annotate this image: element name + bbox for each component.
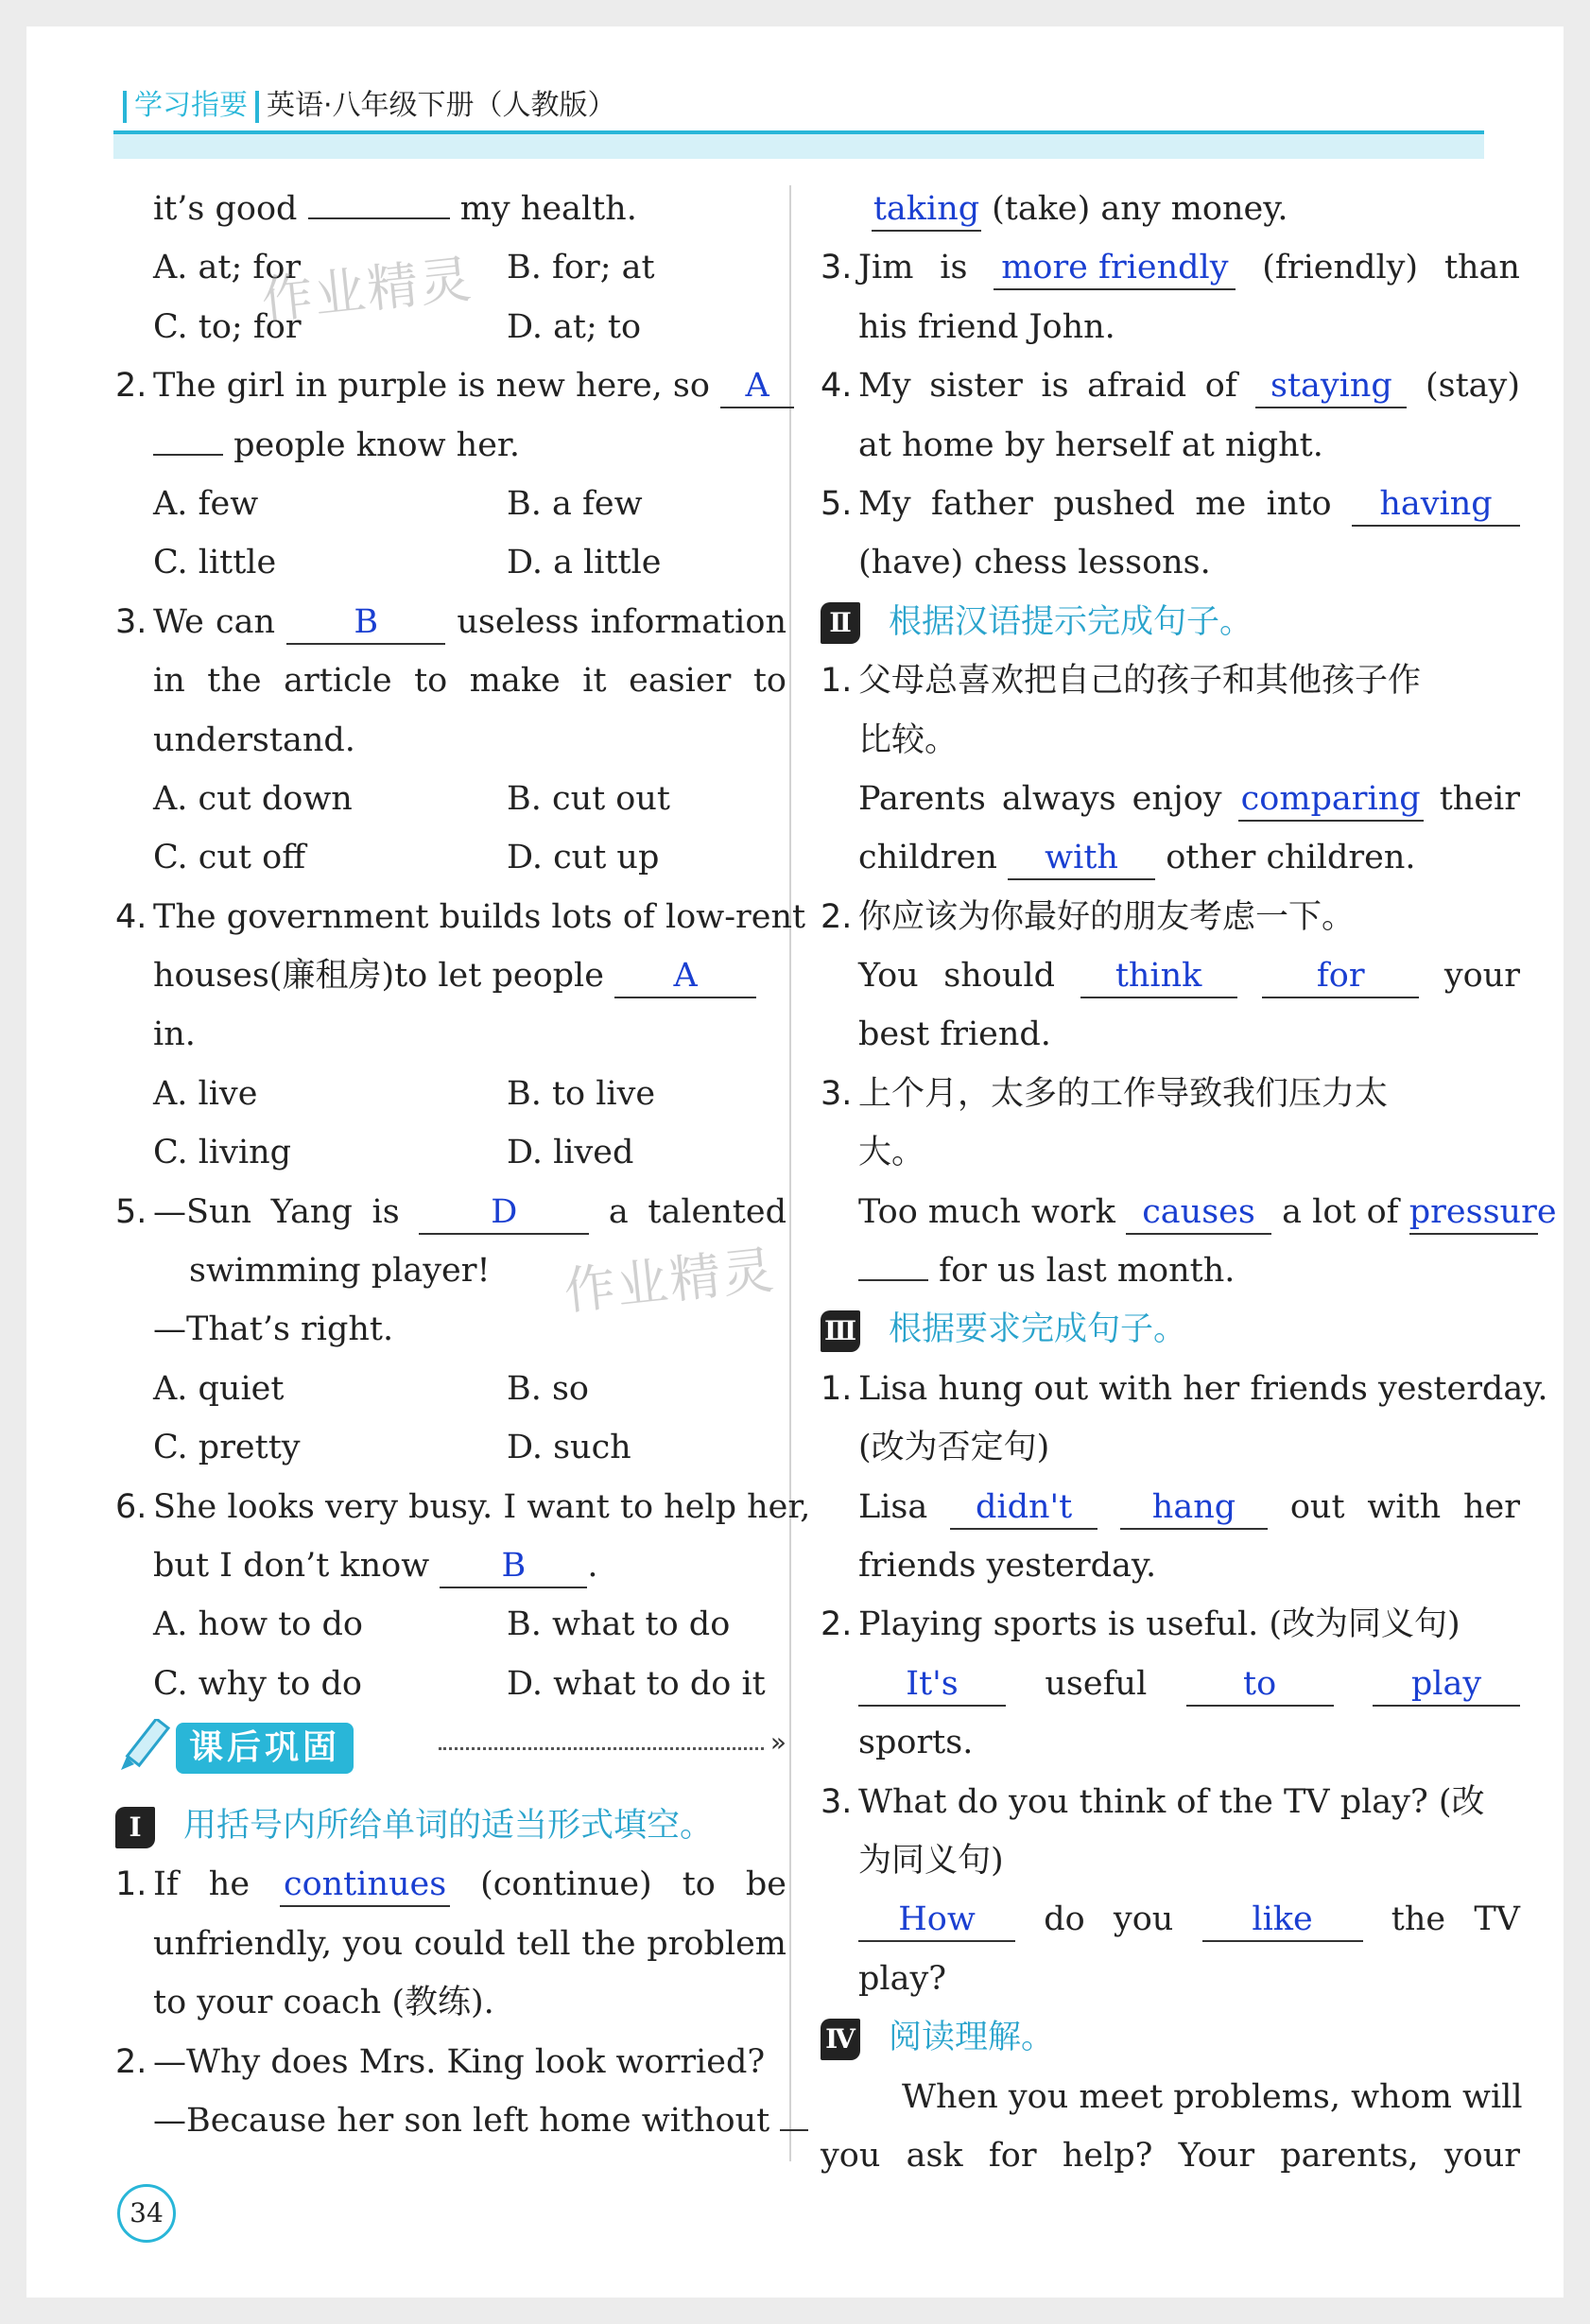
text: other children.: [1166, 839, 1416, 877]
left-column: [115, 180, 811, 1713]
answer[interactable]: for: [1262, 955, 1419, 998]
option-a[interactable]: A. how to do: [153, 1605, 363, 1644]
text: The girl in purple is new here, so: [153, 367, 710, 406]
section-3-heading: [821, 1300, 1520, 1359]
reading-line1: When you meet problems, whom will: [902, 2077, 1523, 2116]
answer[interactable]: didn't: [950, 1486, 1097, 1530]
f2-tail: [821, 180, 1520, 238]
blank[interactable]: [153, 416, 223, 456]
f5-line2: (have) chess lessons.: [858, 544, 1211, 582]
text: Jim is: [858, 249, 968, 287]
text: —Because her son left home without: [153, 2101, 770, 2140]
text: but I don’t know: [153, 1546, 430, 1585]
section-title: 根据要求完成句子。: [889, 1310, 1187, 1349]
answer[interactable]: to: [1186, 1663, 1334, 1707]
question-number: 4.: [821, 367, 853, 406]
q2-line1: [115, 356, 786, 415]
option-c[interactable]: C. to; for: [153, 307, 302, 346]
text: We can: [153, 602, 276, 641]
option-c[interactable]: C. why to do: [153, 1664, 362, 1703]
t1-en1: [821, 770, 1520, 828]
question-number: 3.: [821, 249, 853, 287]
column-divider: [789, 185, 791, 2161]
header-lead: 学习指要: [134, 89, 248, 122]
watermark: 作业精灵: [258, 249, 476, 331]
question-number: 3.: [821, 1074, 853, 1113]
t1-zh1: [821, 651, 1520, 710]
q5-options-cd: [115, 1418, 786, 1477]
q3-line3: understand.: [153, 720, 355, 759]
question-number: 1.: [821, 1369, 853, 1408]
roman-numeral-icon: Ⅲ: [821, 1310, 860, 1352]
r3-line2: 为同义句): [858, 1841, 1004, 1880]
f1-line3: to your coach (教练).: [153, 1984, 494, 2022]
section-2-heading: [821, 593, 1520, 651]
q3-line1: [115, 593, 786, 651]
answer[interactable]: continues: [280, 1864, 450, 1907]
answer[interactable]: How: [858, 1899, 1015, 1942]
header-band: [113, 134, 1484, 159]
question-number: 2.: [821, 1605, 853, 1644]
text: (take) any money.: [992, 190, 1288, 228]
section-title: 阅读理解。: [889, 2019, 1055, 2057]
text: Playing sports is useful. (改为同义句): [858, 1605, 1460, 1644]
answer[interactable]: taking: [872, 188, 981, 232]
pencil-icon: [115, 1719, 172, 1776]
text: a lot of: [1282, 1192, 1399, 1231]
text: If he: [153, 1865, 251, 1904]
option-d[interactable]: D. what to do it: [507, 1664, 766, 1703]
header-title: 英语·八年级下册（人教版）: [267, 89, 616, 122]
text: She looks very busy. I want to help her,: [153, 1487, 811, 1526]
f1-line2: unfriendly, you could tell the problem: [153, 1924, 786, 1963]
text: out with her: [1289, 1487, 1520, 1526]
answer[interactable]: play: [1373, 1663, 1520, 1707]
r3-line3: [821, 1890, 1520, 1949]
text: My father pushed me into: [858, 484, 1332, 523]
q4-options-ab: [115, 1065, 786, 1123]
answer[interactable]: A: [614, 955, 756, 998]
question-number: 6.: [115, 1487, 147, 1526]
r3-line4: play?: [858, 1959, 947, 1998]
answer[interactable]: hang: [1120, 1486, 1268, 1530]
t1-zh2: 比较。: [858, 720, 959, 759]
q2-line2: [115, 416, 786, 475]
text: children: [858, 839, 997, 877]
text: it’s good: [153, 190, 298, 228]
text: Too much work: [858, 1192, 1115, 1231]
option-b[interactable]: B. so: [507, 1369, 590, 1408]
text: (friendly) than: [1262, 249, 1520, 287]
answer[interactable]: It's: [858, 1663, 1006, 1707]
option-b[interactable]: B. cut out: [507, 779, 670, 818]
section-banner: [115, 1715, 786, 1781]
option-b[interactable]: B. to live: [507, 1074, 656, 1113]
section-title: 用括号内所给单词的适当形式填空。: [183, 1807, 714, 1845]
answer[interactable]: B: [440, 1545, 587, 1588]
text: houses(廉租房)to let people: [153, 957, 604, 996]
f2-line2: [115, 2091, 786, 2150]
f5-line1: [821, 475, 1520, 533]
text: —Sun Yang is: [153, 1192, 400, 1231]
left-column-lower: [115, 1796, 786, 2150]
answer[interactable]: think: [1080, 955, 1237, 998]
t3-zh1: [821, 1065, 1520, 1123]
q4-line3: in.: [153, 1015, 196, 1054]
text: for us last month.: [939, 1252, 1236, 1291]
text: 父母总喜欢把自己的孩子和其他孩子作: [858, 662, 1422, 701]
question-number: 2.: [115, 2042, 147, 2081]
option-b[interactable]: B. what to do: [507, 1605, 731, 1644]
t1-en2: [821, 828, 1520, 887]
option-a[interactable]: A. cut down: [153, 779, 353, 818]
t2-en1: [821, 946, 1520, 1005]
answer[interactable]: B: [286, 601, 445, 645]
f3-line2: his friend John.: [858, 307, 1115, 346]
reading-line2: you ask for help? Your parents, your: [821, 2136, 1520, 2175]
option-c[interactable]: C. living: [153, 1134, 292, 1172]
text: people know her.: [233, 425, 520, 464]
banner-dotted-line: [439, 1747, 764, 1750]
answer[interactable]: with: [1008, 837, 1155, 880]
option-a[interactable]: A. at; for: [153, 249, 302, 287]
text: (continue) to be: [480, 1865, 786, 1904]
f2-line1: [115, 2033, 786, 2091]
q4-line1: [115, 888, 806, 946]
t2-zh: [821, 888, 1520, 946]
answer[interactable]: pressure: [1409, 1191, 1538, 1235]
f4-line2: at home by herself at night.: [858, 425, 1323, 464]
question-number: 5.: [115, 1192, 147, 1231]
text: do you: [1044, 1900, 1174, 1939]
page-header: [115, 87, 616, 125]
r3-line1: [821, 1773, 1520, 1831]
text: a talented: [608, 1192, 786, 1231]
answer[interactable]: D: [419, 1191, 589, 1235]
text: (stay): [1426, 367, 1520, 406]
workbook-page: [26, 26, 1564, 2298]
answer[interactable]: like: [1202, 1899, 1363, 1942]
q4-line2: [115, 946, 786, 1005]
option-b[interactable]: B. a few: [507, 484, 643, 523]
text: My sister is afraid of: [858, 367, 1237, 406]
question-number: 2.: [115, 367, 147, 406]
r2-line3: sports.: [858, 1724, 974, 1762]
text: useless information: [457, 602, 786, 641]
option-a[interactable]: A. live: [153, 1074, 258, 1113]
text: What do you think of the TV play? (改: [858, 1782, 1485, 1821]
roman-numeral-icon: Ⅰ: [115, 1807, 155, 1848]
question-number: 3.: [821, 1782, 853, 1821]
q6-options-cd: [115, 1655, 786, 1713]
q3-line2: in the article to make it easier to: [153, 662, 786, 701]
section-title: 根据汉语提示完成句子。: [889, 602, 1253, 641]
text: The government builds lots of low-rent: [153, 897, 806, 936]
q4-options-cd: [115, 1123, 786, 1182]
watermark: 作业精灵: [561, 1240, 779, 1322]
option-a[interactable]: A. few: [153, 484, 259, 523]
f4-line1: [821, 356, 1520, 415]
q5-options-ab: [115, 1360, 786, 1418]
text: .: [587, 1546, 598, 1585]
answer[interactable]: causes: [1126, 1191, 1271, 1235]
q5-line2: swimming player!: [189, 1252, 491, 1291]
text: your: [1443, 957, 1520, 996]
text: their: [1439, 779, 1520, 818]
answer[interactable]: A: [720, 365, 794, 408]
option-d[interactable]: D. at; to: [507, 307, 642, 346]
question-number: 5.: [821, 484, 853, 523]
text: the TV: [1391, 1900, 1520, 1939]
q2-options-ab: [115, 475, 786, 533]
text: Lisa: [858, 1487, 928, 1526]
q2-options-cd: [115, 533, 786, 592]
option-c[interactable]: C. little: [153, 544, 277, 582]
q6-line2: [115, 1536, 786, 1595]
text: —Why does Mrs. King look worried?: [153, 2042, 766, 2081]
t2-en2: best friend.: [858, 1015, 1051, 1054]
text: Parents always enjoy: [858, 779, 1222, 818]
f1-line1: [115, 1855, 786, 1914]
option-d[interactable]: D. cut up: [507, 839, 660, 877]
option-d[interactable]: D. a little: [507, 544, 662, 582]
q3-options-cd: [115, 828, 786, 887]
blank[interactable]: [780, 2091, 808, 2131]
section-4-heading: [821, 2008, 1520, 2067]
t3-zh2: 大。: [858, 1134, 925, 1172]
roman-numeral-icon: Ⅱ: [821, 602, 860, 644]
section-1-heading: [115, 1796, 786, 1855]
q5-line3: —That’s right.: [153, 1310, 394, 1349]
q5-line1: [115, 1183, 786, 1241]
r1-line4: friends yesterday.: [858, 1546, 1157, 1585]
question-number: 1.: [115, 1865, 147, 1904]
page-number: 34: [117, 2184, 176, 2243]
text: Lisa hung out with her friends yesterday.: [858, 1369, 1548, 1408]
question-number: 4.: [115, 897, 147, 936]
answer[interactable]: having: [1352, 483, 1520, 527]
t3-en2: [821, 1241, 1520, 1300]
option-d[interactable]: D. lived: [507, 1134, 634, 1172]
r2-line2: [821, 1655, 1520, 1713]
text: 你应该为你最好的朋友考虑一下。: [858, 897, 1356, 936]
double-chevron-icon: »: [769, 1726, 786, 1758]
q1-tail: [115, 180, 786, 238]
option-a[interactable]: A. quiet: [153, 1369, 285, 1408]
q3-options-ab: [115, 770, 786, 828]
header-bar: [255, 91, 259, 123]
roman-numeral-icon: Ⅳ: [821, 2019, 860, 2060]
r1-line2: (改为否定句): [858, 1429, 1050, 1467]
blank[interactable]: [858, 1241, 928, 1281]
question-number: 1.: [821, 662, 853, 701]
r2-line1: [821, 1595, 1520, 1654]
r1-line1: [821, 1360, 1548, 1418]
option-d[interactable]: D. such: [507, 1429, 631, 1467]
text: my health.: [459, 190, 637, 228]
blank[interactable]: [308, 180, 450, 219]
answer[interactable]: staying: [1255, 365, 1407, 408]
banner-title: 课后巩固: [176, 1723, 354, 1774]
q6-line1: [115, 1478, 811, 1536]
question-number: 3.: [115, 602, 147, 641]
option-c[interactable]: C. pretty: [153, 1429, 301, 1467]
option-b[interactable]: B. for; at: [507, 249, 655, 287]
text: 上个月，太多的工作导致我们压力太: [858, 1074, 1389, 1113]
option-c[interactable]: C. cut off: [153, 839, 306, 877]
text: useful: [1045, 1664, 1148, 1703]
question-number: 2.: [821, 897, 853, 936]
q6-options-ab: [115, 1595, 786, 1654]
answer[interactable]: comparing: [1238, 778, 1424, 822]
text: You should: [858, 957, 1055, 996]
header-bar: [123, 91, 127, 123]
answer[interactable]: more friendly: [994, 247, 1236, 290]
r1-line3: [821, 1478, 1520, 1536]
f3-line1: [821, 238, 1520, 297]
t3-en1: [821, 1183, 1557, 1241]
right-column: [821, 180, 1557, 2185]
